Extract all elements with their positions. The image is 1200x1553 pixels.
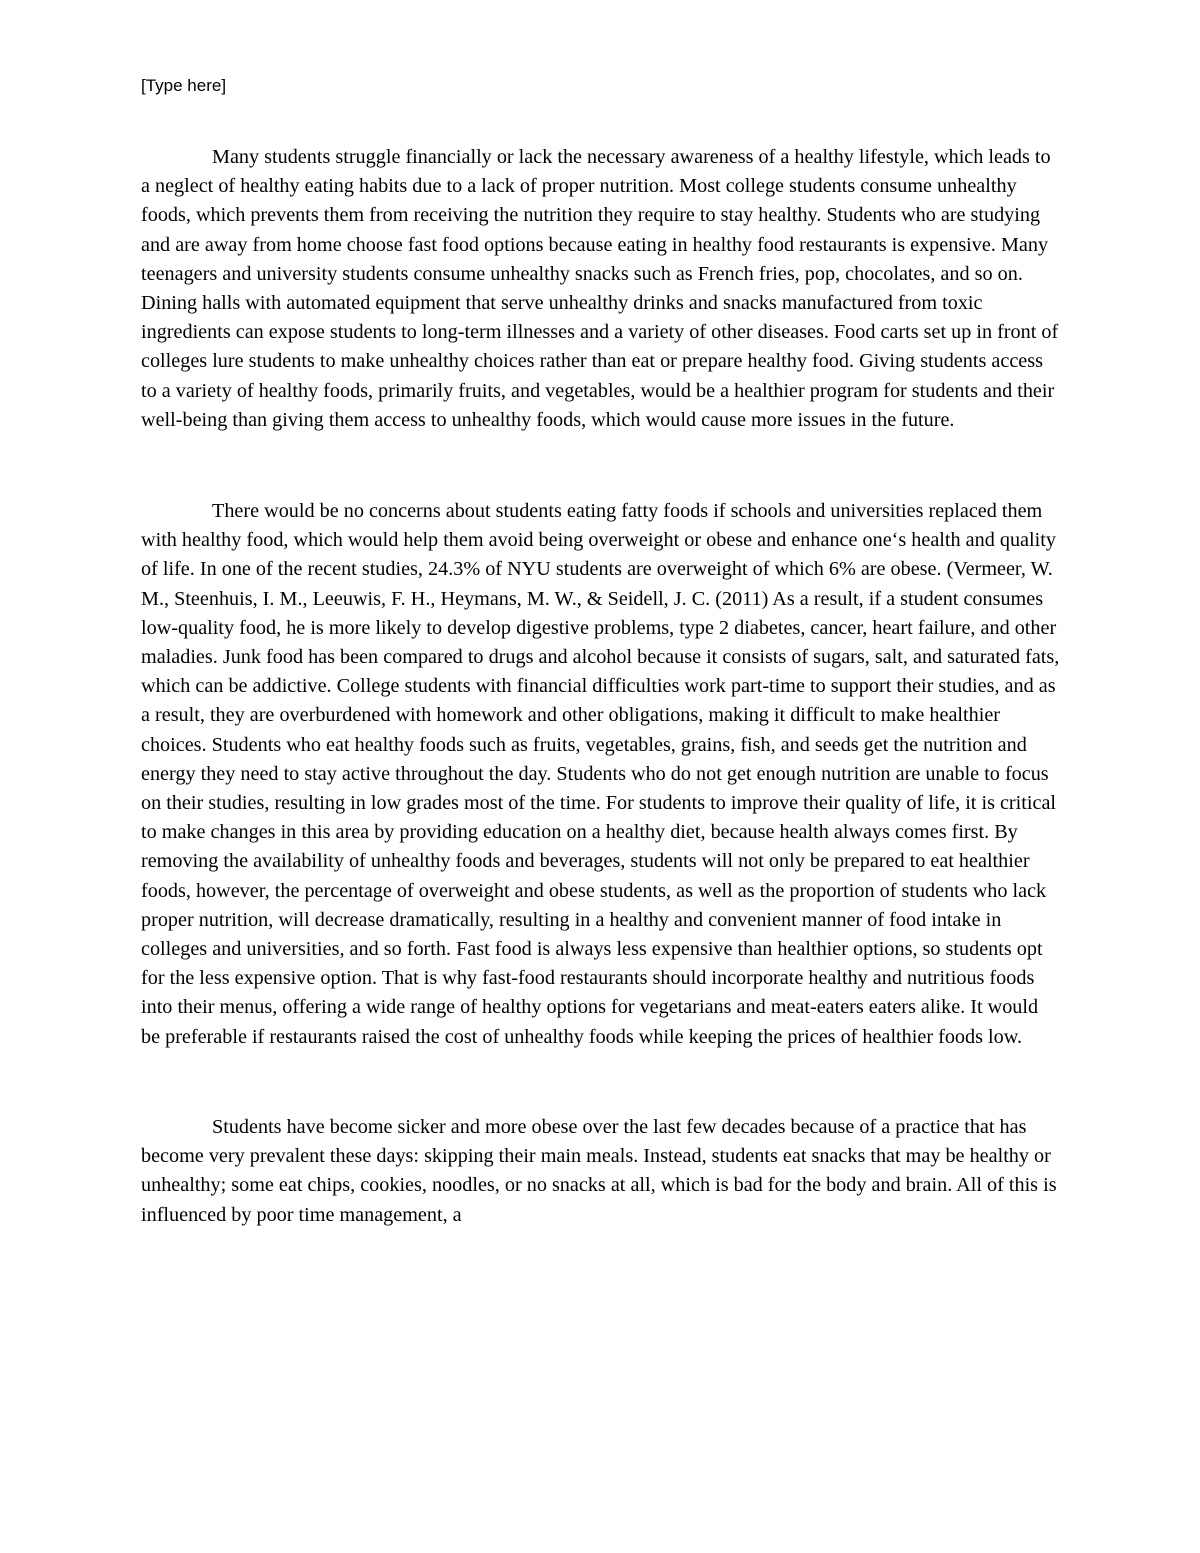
paragraph-3: Students have become sicker and more obese over the last few decades because of a practice that has become very prevalent these days: skipping their main meals. Instead, students eat snacks that may be healthy or unhealthy; some eat chips, cookies, noodles, or no snacks at all, which is bad for the body and brain. All of this is influenced by poor time management, a: [141, 1115, 1057, 1226]
page-header: [Type here]: [141, 76, 227, 95]
paragraph-1: Many students struggle financially or lack the necessary awareness of a healthy lifestyle, which leads to a neglect of healthy eating habits due to a lack of proper nutrition. Most college students consume unhealthy foods, which prevents them from receiving the nutrition they require to stay healthy. Students who are studying and are away from home choose fast food options because eating in healthy food restaurants is expensive. Many teenagers and university students consume unhealthy snacks such as French fries, pop, chocolates, and so on. Dining halls with automated equipment that serve unhealthy drinks and snacks manufactured from toxic ingredients can expose students to long-term illnesses and a variety of other diseases. Food carts set up in front of colleges lure students to make unhealthy choices rather than eat or prepare healthy food. Giving students access to a variety of healthy foods, primarily fruits, and vegetables, would be a healthier program for students and their well-being than giving them access to unhealthy foods, which would cause more issues in the future.: [141, 146, 1059, 431]
document-body: [141, 143, 1061, 1230]
paragraph-2: There would be no concerns about students eating fatty foods if schools and universities replaced them with healthy food, which would help them avoid being overweight or obese and enhance one‘s health and quality of life. In one of the recent studies, 24.3% of NYU students are overweight of which 6% are obese. (Vermeer, W. M., Steenhuis, I. M., Leeuwis, F. H., Heymans, M. W., & Seidell, J. C. (2011) As a result, if a student consumes low-quality food, he is more likely to develop digestive problems, type 2 diabetes, cancer, heart failure, and other maladies. Junk food has been compared to drugs and alcohol because it consists of sugars, salt, and saturated fats, which can be addictive. College students with financial difficulties work part-time to support their studies, and as a result, they are overburdened with homework and other obligations, making it difficult to make healthier choices. Students who eat healthy foods such as fruits, vegetables, grains, fish, and seeds get the nutrition and energy they need to stay active throughout the day. Students who do not get enough nutrition are unable to focus on their studies, resulting in low grades most of the time. For students to improve their quality of life, it is critical to make changes in this area by providing education on a healthy diet, because health always comes first. By removing the availability of unhealthy foods and beverages, students will not only be prepared to eat healthier foods, however, the percentage of overweight and obese students, as well as the proportion of students who lack proper nutrition, will decrease dramatically, resulting in a healthy and convenient manner of food intake in colleges and universities, and so forth. Fast food is always less expensive than healthier options, so students opt for the less expensive option. That is why fast-food restaurants should incorporate healthy and nutritious foods into their menus, offering a wide range of healthy options for vegetarians and meat-eaters eaters alike. It would be preferable if restaurants raised the cost of unhealthy foods while keeping the prices of healthier foods low.: [141, 500, 1060, 1048]
